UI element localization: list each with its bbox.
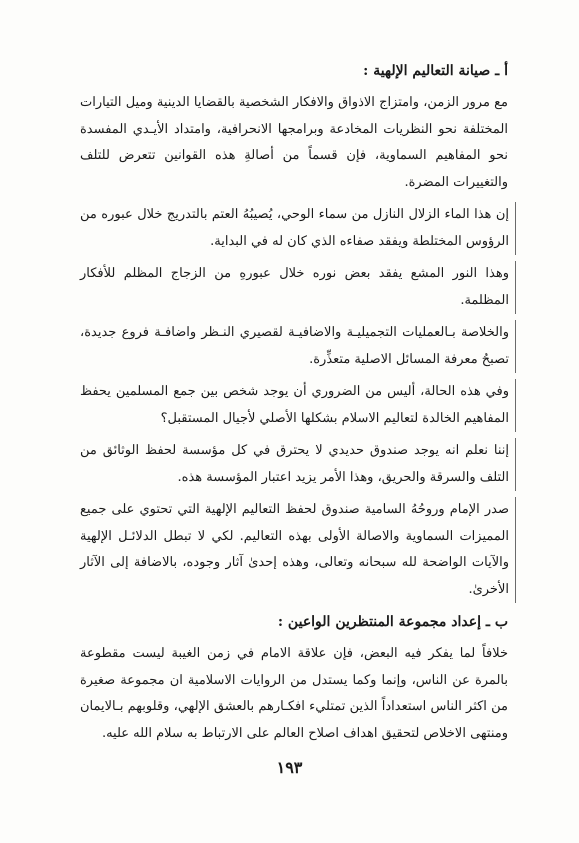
section-a-heading: أ ـ صيانة التعاليم الإلهية : [363,63,508,79]
paragraph: صدر الإمام وروحُهُ السامية صندوق لحفظ التعاليم الإلهية التي تحتوي على جميع المميزات السماوية والاصالة الأولى بهذه التعاليم. لكي لا تبطل الدلائـل الإلهية والآيات الواضحة لله سبحانه وتعالى، وهذه إحدىٰ آثار وجوده، بالاضافة إلى الآثار الأخرىٰ. [80,497,516,603]
paragraph: إننا نعلم انه يوجد صندوق حديدي لا يحترق في كل مؤسسة لحفظ الوثائق من التلف والسرقة والحريق، وهذا الأمر يزيد اعتبار المؤسسة هذه. [80,438,516,491]
paragraph: مع مرور الزمن، وامتزاج الاذواق والافكار الشخصية بالقضايا الدينية وميل التيارات المختلفة نحو النظريات المخادعة وبرامجها الانحرافية، وامتداد الأيـدي المفسدة نحو المفاهيم السماوية، فإن قسماً من أصالةِ هذه القوانين تتعرض للتلف والتغييرات المضرة. [80,95,508,190]
paragraph: والخلاصة بـالعمليات التجميليـة والاضافيـة لقصيري النـظر واضافـة فروع جديدة، تصبحُ معرفة المسائل الاصلية متعذِّرة. [80,320,516,373]
page-number: ١٩٣ [276,758,303,777]
paragraph: وهذا النور المشع يفقد بعض نوره خلال عبورهِ من الزجاج المظلم للأفكار المظلمة. [80,261,516,314]
paragraph: خلافاً لما يفكر فيه البعض، فإن علاقة الامام في زمن الغيبة ليست مقطوعة بالمرة عن الناس، وإنما وكما يستدل من الروايات الاسلامية ان مجموعة صغيرة من اكثر الناس استعداداً الذين تمتليء افكـارهم بالعشق الإلهي، وقلوبهم بـالايمان ومنتهى الاخلاص لتحقيق اهداف اصلاح العالم على الارتباط به سلام الله عليه. [80,646,508,741]
paragraph: وفي هذه الحالة، أليس من الضروري أن يوجد شخص بين جمع المسلمين يحفظ المفاهيم الخالدة لتعاليم الاسلام بشكلها الأصلي لأجيال المستقبل؟ [80,379,516,432]
page-content [80,58,516,753]
paragraph: إن هذا الماء الزلال النازل من سماء الوحي، يُصيبُهُ العتم بالتدريج خلال عبوره من الرؤوس المختلطة ويفقد صفاءه الذي كان له في البداية. [80,202,516,255]
section-b-heading: ب ـ إعداد مجموعة المنتظرين الواعين : [277,614,508,630]
